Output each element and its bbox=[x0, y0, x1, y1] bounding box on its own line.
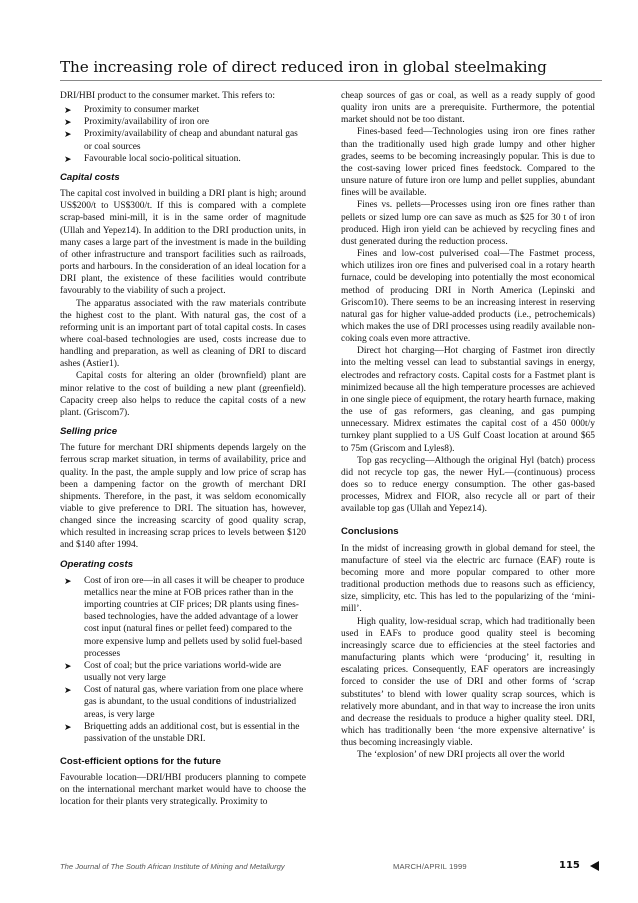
conclusions-paragraph-1: In the midst of increasing growth in global demand for steel, the manufacture of steel via the electric arc furnace (EAF) route is becoming more and more popular compared to other more traditional production methods due to reasons such as efficiency, size, simplicity, etc. This has led to the popularizing of the ‘mini-mill’. bbox=[341, 543, 595, 615]
arrow-bullet-icon: ➤ bbox=[64, 721, 72, 732]
arrow-bullet-icon: ➤ bbox=[64, 129, 72, 140]
list-item: ➤ Cost of iron ore—in all cases it will be cheaper to produce metallics near the mine at FOB prices rather than in the importing countries at CIF prices; DR plants using fines-based technologies, have the added advantage of a lower cost input (natural fines or pellet feed) compared to the more expensive lump and pellets used by solid fuel-based processes bbox=[64, 575, 305, 659]
fines-based-feed-paragraph: Fines-based feed—Technologies using iron ore fines rather than the traditionally used high grade lumpy and other higher grades, seems to be becoming increasingly popular. This is due to the cost-saving lower priced fines feedstock. Compared to the unsure nature of future iron ore lump and pellet supplies, abundant fines will be available. bbox=[341, 127, 595, 199]
capital-paragraph-1: The capital cost involved in building a DRI plant is high; around US$200/t to US$300/t. If this is compared with a complete scrap-based mini-mill, it is in the same order of magnitude (Ullah and Yepez14). In addition to the DRI production units, in many cases a large part of the investment is made in the building of other infrastructure and transport facilities such as railroads, ports and harbours. In the consideration of an ideal location for a DRI plant, the existence of these facilities would contribute favourably to the viability of such a project. bbox=[60, 189, 306, 297]
arrow-bullet-icon: ➤ bbox=[64, 685, 72, 696]
capital-paragraph-2: The apparatus associated with the raw materials contribute the highest cost to the plant. With natural gas, the cost of a reforming unit is an important part of total capital costs. In cases where coal-based technologies are used, costs increase due to handling and preparation, as well as cleaning of DRI to discard ashes (Astier1). bbox=[60, 298, 306, 370]
article-title: The increasing role of direct reduced iron in global steelmaking bbox=[60, 58, 547, 76]
direct-hot-charging-paragraph: Direct hot charging—Hot charging of Fastmet iron directly into the melting vessel can lead to substantial savings in energy, electrodes and refractory costs. Capital costs for a Fastmet plant is minimized because all the high temperature processes are achieved in one single piece of equipment, the rotary hearth furnace, making the use of gas reformers, gas cleaning, and gas pumping unnecessary. Midrex estimates the capital cost of a 450 000t/y turnkey plant supplied to a US Gulf Coast location at around $65 to 75m (Griscom and Lyles8). bbox=[341, 346, 595, 454]
cost-efficient-paragraph: Favourable location—DRI/HBI producers planning to compete on the international merchant market would have to choose the location for their plants very strategically. Proximity to bbox=[60, 773, 306, 808]
list-item: ➤ Proximity to consumer market bbox=[64, 105, 200, 116]
arrow-bullet-icon: ➤ bbox=[64, 575, 72, 586]
heading-selling-price: Selling price bbox=[60, 426, 118, 438]
triangle-left-icon bbox=[590, 861, 599, 871]
page-footer bbox=[60, 860, 605, 874]
conclusions-paragraph-2: High quality, low-residual scrap, which had traditionally been used in EAFs to produce good quality steel is becoming increasingly scarce due to efficiencies at the steel factories and manufacturing plants which were ‘producing’ it, resulting in escalating prices. Consequently, EAF operators are increasingly forced to consider the use of DRI and other forms of ‘scrap substitutes’ to blend with lower quality scrap sources, which is relatively more abundant, and in that way to increase the iron units and decrease the residuals to produce a higher quality steel. DRI, which has traditionally been ‘the more expensive alternative’ is thus becoming increasingly viable. bbox=[341, 616, 595, 749]
arrow-bullet-icon: ➤ bbox=[64, 153, 72, 164]
top-gas-recycling-paragraph: Top gas recycling—Although the original Hyl (batch) process did not recycle top gas, the newer HyL—(continuous) process does so to reduce energy consumption. The other gas-based processes, Midrex and FIOR, also recycle all or part of their available top gas (Ullah and Yepez14). bbox=[341, 455, 595, 515]
intro-paragraph: DRI/HBI product to the consumer market. This refers to: bbox=[60, 91, 276, 101]
heading-capital-costs: Capital costs bbox=[60, 171, 120, 183]
fastmet-paragraph: Fines and low-cost pulverised coal—The Fastmet process, which utilizes iron ore fines and pulverised coal in a rotary hearth furnace, could be developing into potentially the most economical method of producing DRI in North America (Lepinski and Griscom10). There seems to be an increasing interest in reserving natural gas for higher value-added products (i.e., petrochemicals) which makes the use of DRI processes using readily available non-coking coals even more attractive. bbox=[341, 249, 595, 345]
issue-date: MARCH/APRIL 1999 bbox=[393, 862, 467, 871]
journal-name: The Journal of The South African Institute of Mining and Metallurgy bbox=[60, 862, 285, 871]
capital-paragraph-3: Capital costs for altering an older (brownfield) plant are minor relative to the cost of building a new plant (greenfield). Capacity creep also helps to reduce the capital costs of a new plant. (Griscom7). bbox=[60, 371, 306, 418]
arrow-bullet-icon: ➤ bbox=[64, 105, 72, 116]
right-column bbox=[341, 90, 595, 761]
fines-vs-pellets-paragraph: Fines vs. pellets—Processes using iron ore fines rather than pellets or sized lump ore can save as much as $25 for 30 t of iron produced. High iron yield can be achieved by recycling fines and dust generated during the reduction process. bbox=[341, 200, 595, 247]
list-item: ➤ Proximity/availability of iron ore bbox=[64, 117, 210, 128]
conclusions-paragraph-3: The ‘explosion’ of new DRI projects all over the world bbox=[357, 750, 565, 761]
arrow-bullet-icon: ➤ bbox=[64, 117, 72, 128]
left-column bbox=[60, 90, 306, 809]
heading-operating-costs: Operating costs bbox=[60, 558, 134, 570]
title-rule bbox=[60, 80, 602, 81]
list-item: ➤ Cost of coal; but the price variations world-wide are usually not very large bbox=[64, 660, 282, 684]
list-item: ➤ Proximity/availability of cheap and abundant natural gas or coal sources bbox=[64, 129, 298, 152]
arrow-bullet-icon: ➤ bbox=[64, 660, 72, 671]
list-item: ➤ Favourable local socio-political situation. bbox=[64, 153, 241, 164]
right-paragraph-1: cheap sources of gas or coal, as well as a ready supply of good quality iron units are a prerequisite. Furthermore, the potential market should not be too distant. bbox=[341, 91, 595, 126]
selling-paragraph: The future for merchant DRI shipments depends largely on the ferrous scrap market situation, in terms of availability, price and quality. In the past, the ample supply and low price of scrap has been a dampening factor on the growth of merchant DRI shipments. Therefore, in the past, it was seldom economically viable to give preference to DRI. The situation has, however, changed since the increasing scarcity of good quality scrap, which resulted in increasing scrap prices to levels between $120 and $140 after 1994. bbox=[60, 443, 306, 551]
list-item: ➤ Briquetting adds an additional cost, but is essential in the passivation of the unstable DRI. bbox=[64, 721, 300, 744]
heading-conclusions: Conclusions bbox=[341, 526, 399, 538]
heading-cost-efficient-options: Cost-efficient options for the future bbox=[60, 755, 221, 767]
list-item: ➤ Cost of natural gas, where variation from one place where gas is abundant, to the usual conditions of industrialized areas, is very large bbox=[64, 685, 304, 720]
intro-bullet-list bbox=[60, 104, 306, 165]
page-number: 115 bbox=[559, 860, 580, 871]
operating-bullet-list bbox=[60, 575, 306, 745]
